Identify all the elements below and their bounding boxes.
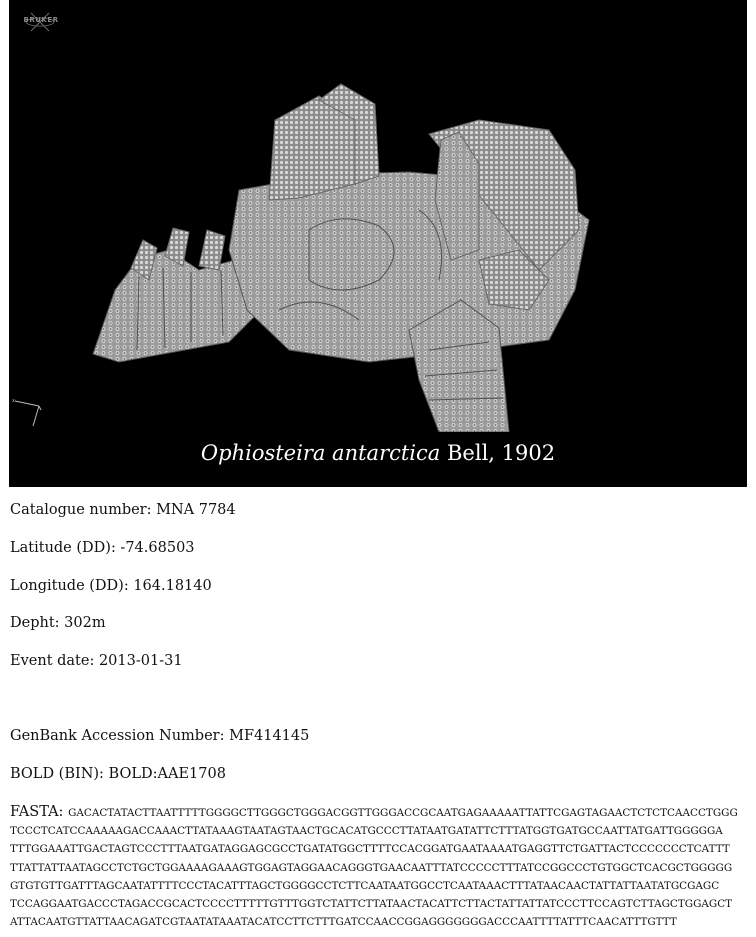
bold-bin: BOLD (BIN): BOLD:AAE1708 — [10, 766, 226, 782]
logo-wordmark: BRUKER — [23, 16, 59, 24]
species-authority: Bell, 1902 — [440, 441, 556, 465]
fasta-line: GTGTGTTGATTTAGCAATATTTTCCCTACATTTAGCTGGGGCCTCTTCAATAATGGCCTCAATAAACTTTATAACAACTATTATTAATATGCGAGC — [10, 879, 720, 892]
bruker-logo — [21, 10, 59, 34]
fasta-line: ATTACAATGTTATTAACAGATCGTAATATAAATACATCCTTCTTTGATCCAACCGGAGGGGGGGACCCAATTTTATTTCAACATTTGTTT — [10, 916, 677, 929]
svg-text:x: x — [12, 398, 15, 404]
event-date: Event date: 2013-01-31 — [10, 653, 183, 669]
depth: Depht: 302m — [10, 615, 106, 631]
longitude: Longitude (DD): 164.18140 — [10, 578, 212, 594]
axes-orientation-icon — [11, 396, 45, 430]
specimen-image-panel — [9, 0, 747, 487]
fasta-line: TTATTATTAATAGCCTCTGCTGGAAAAGAAAGTGGAGTAGGAACAGGGTGAACAATTTATCCCCCTTTATCCGGCCCTGTGGCTCACGCTGGGGG — [10, 861, 733, 874]
fasta-line: TCCCTCATCCAAAAAGACCAAACTTATAAAGTAATAGTAACTGCACATGCCCTTATAATGATATTCTTTATGGTGATGCCAATTATGATTGGGGGA — [10, 825, 723, 838]
specimen-render — [79, 80, 599, 432]
fasta-line: TTTGGAAATTGACTAGTCCCTTTAATGATAGGAGCGCCTGATATGGCTTTTCCACGGATGAATAAAATGAGGTTCTGATTACTCCCCCCCTCATTT — [10, 843, 730, 856]
fasta-sequence-block — [10, 803, 746, 931]
fasta-line: GACACTATACTTAATTTTTGGGGCTTGGGCTGGGACGGTTGGGACCGCAATGAGAAAAATTATTCGAGTAGAACTCTCTCAACCTGGG — [68, 807, 738, 819]
catalogue-number: Catalogue number: MNA 7784 — [10, 502, 236, 518]
fasta-line: TCCAGGAATGACCCTAGACCGCACTCCCCTTTTTGTTTGGTCTATTCTTATAACTACATTCTTACTATTATTATCCCTTCCAGTCTTAGCTGGAGCT — [10, 898, 733, 911]
genbank-accession: GenBank Accession Number: MF414145 — [10, 728, 310, 744]
species-caption — [9, 441, 747, 465]
species-scientific-name: Ophiosteira antarctica — [200, 441, 441, 465]
latitude: Latitude (DD): -74.68503 — [10, 540, 195, 556]
fasta-label: FASTA: — [10, 804, 69, 820]
